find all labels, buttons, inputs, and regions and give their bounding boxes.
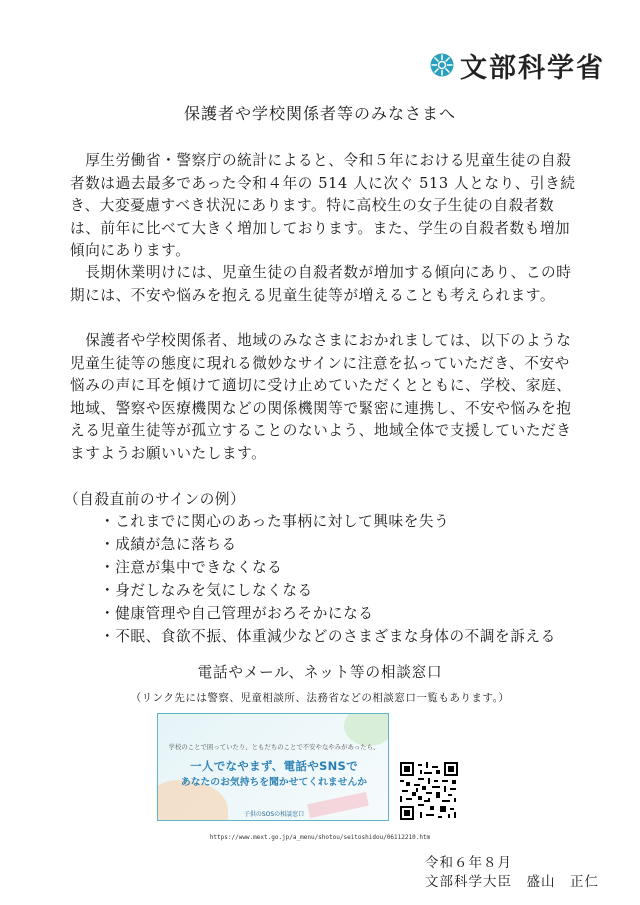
consultation-banner-link[interactable] [157, 713, 389, 821]
list-item: ・ 注意が集中できなくなる [100, 556, 556, 579]
paragraph-statistics: 厚生労働省・警察庁の統計によると、令和５年における児童生徒の自殺者数は過去最多であった令和４年の 514 人に次ぐ 513 人となり、引き続き、大変憂慮すべき状況にあります。特に高校生の女子生徒の自殺者数は、前年に比べて大きく増加しております。また、学生の自殺者数も増加傾向にあります。 [70, 152, 576, 259]
paragraph-vacation: 長期休業明けには、児童生徒の自殺者数が増加する傾向にあり、この時期には、不安や悩みを抱える児童生徒等が増えることも考えられます。 [70, 264, 572, 304]
page-title: 保護者や学校関係者等のみなさまへ [183, 104, 456, 123]
list-item: ・ 身だしなみを気にしなくなる [100, 579, 556, 602]
mext-emblem-icon [430, 41, 454, 89]
document-date: 令和６年８月 [425, 855, 512, 871]
signs-heading: （自殺直前のサインの例） [64, 491, 246, 508]
list-item: ・ 不眠、食欲不振、体重減少などのさまざまな身体の不調を訴える [100, 625, 556, 648]
signature: 文部科学大臣 盛山 正仁 [425, 874, 599, 890]
list-item: ・ これまでに関心のあった事柄に対して興味を失う [100, 510, 556, 533]
logo-text: 文部科学省 [460, 52, 605, 84]
consult-note: （リンク先には警察、児童相談所、法務省などの相談窓口一覧もあります。） [130, 692, 510, 704]
list-item: ・ 健康管理や自己管理がおろそかになる [100, 602, 556, 625]
consult-url-link[interactable] [0, 834, 640, 841]
banner-intro-text: 学校のことで困っていたり、ともだちのことで不安やなやみがあったら、 [168, 743, 380, 751]
signs-list [100, 510, 556, 648]
banner-headline: 一人でなやまず、電話やSNSで [190, 759, 358, 773]
consult-title: 電話やメール、ネット等の相談窓口 [197, 664, 443, 681]
qr-code-icon[interactable] [400, 762, 458, 820]
mext-logo [430, 40, 605, 90]
consult-url-text[interactable]: https://www.mext.go.jp/a_menu/shotou/seitoshidou/06112210.htm [209, 834, 431, 841]
paragraph-request: 保護者や学校関係者、地域のみなさまにおかれましては、以下のような児童生徒等の態度に現れる微妙なサインに注意を払っていただき、不安や悩みの声に耳を傾けて適切に受け止めていただくとともに、学校、家庭、地域、警察や医療機関などの関係機関等で緊密に連携し、不安や悩みを抱える児童生徒等が孤立することのないよう、地域全体で支援していただきますようお願いいたします。 [70, 332, 572, 462]
banner-subheadline: あなたのお気持ちを聞かせてくれませんか [180, 777, 368, 788]
list-item: ・ 成績が急に落ちる [100, 533, 556, 556]
banner-caption: 子供のSOSの相談窓口 [243, 811, 305, 818]
